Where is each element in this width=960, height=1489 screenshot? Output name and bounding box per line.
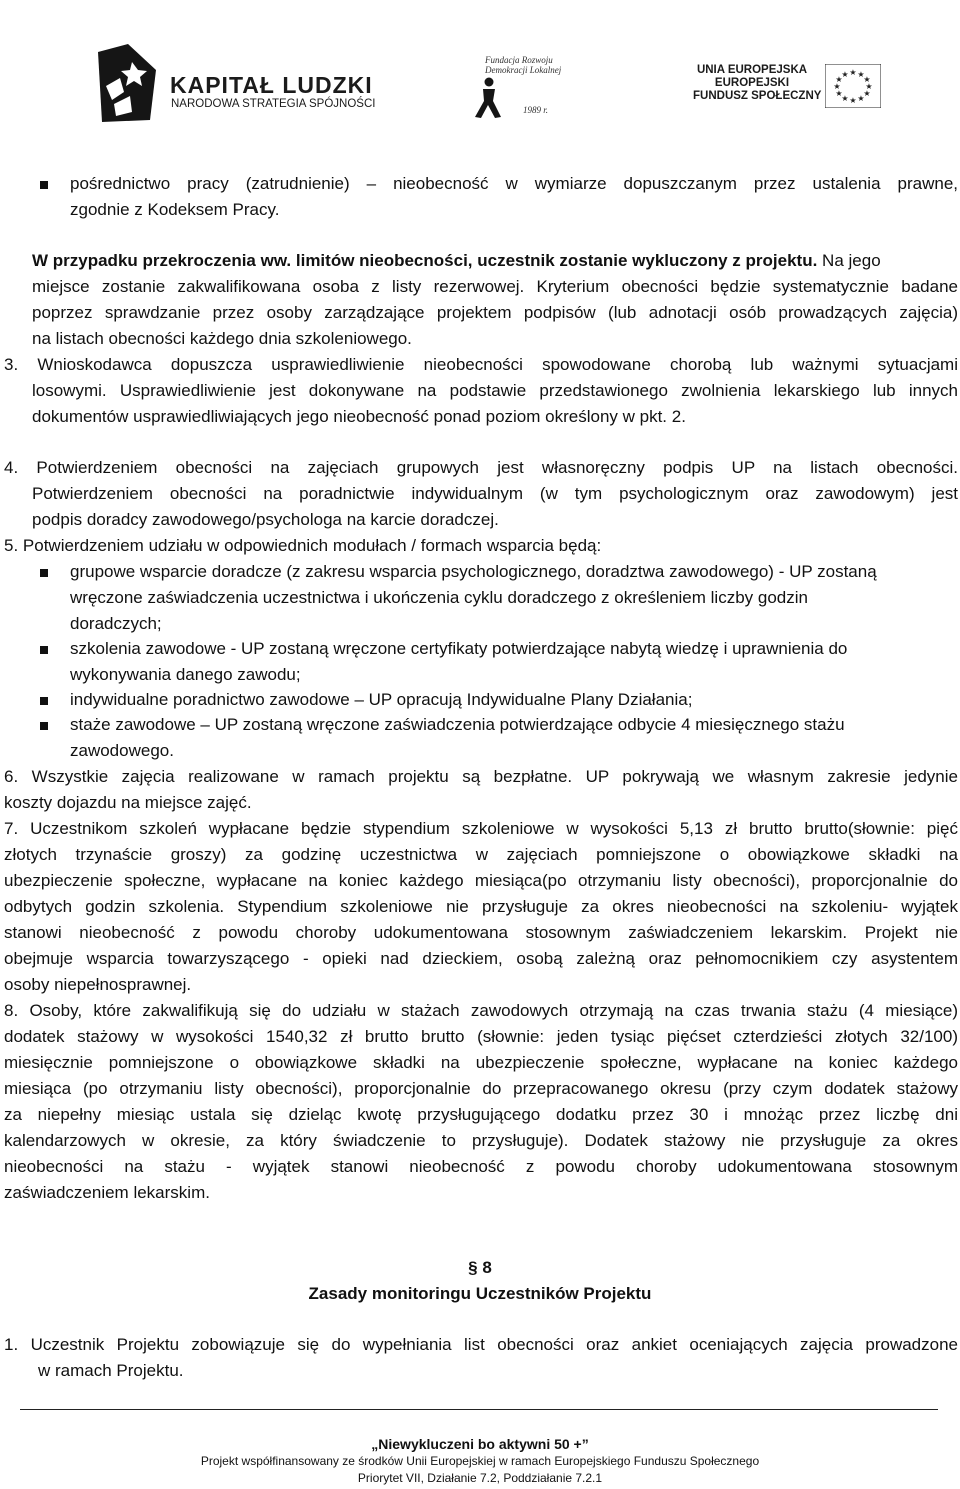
eu-stars-flag-icon: [825, 64, 881, 108]
kapital-ludzki-emblem-icon: [92, 40, 162, 124]
section-item-1-line2: w ramach Projektu.: [38, 1361, 184, 1380]
paragraph-6-line1: 6. Wszystkie zajęcia realizowane w ramach projektu są bezpłatne. UP pokrywają we własnym zakresie jedynie: [4, 767, 958, 786]
svg-text:★: ★: [865, 82, 873, 91]
paragraph-7-line7: osoby niepełnosprawnej.: [4, 975, 192, 994]
paragraph-8-line8: zaświadczeniem lekarskim.: [4, 1183, 210, 1202]
bullet-szkolenia-line1: szkolenia zawodowe - UP zostaną wręczone certyfikaty potwierdzające nabytą wiedzę i uprawnienia do: [70, 639, 848, 658]
bullet-square-icon: [40, 181, 48, 189]
svg-text:★: ★: [857, 94, 865, 103]
fundacja-logo: [465, 55, 575, 121]
paragraph-7-line4: odbytych godzin szkolenia. Stypendium szkoleniowe nie przysługuje za okres nieobecności na szkoleniu- wyjątek: [4, 897, 958, 916]
paragraph-3-line2: losowymi. Usprawiedliwienie jest dokonywane na podstawie przedstawionego zwolnienia lekarskiego lub innych: [32, 381, 958, 400]
section-title: Zasady monitoringu Uczestników Projektu: [308, 1284, 652, 1303]
paragraph-8-line2: dodatek stażowy w wysokości 1540,32 zł brutto brutto (słownie: jeden tysiąc pięćset czterdzieści złotych 32/100): [4, 1027, 958, 1046]
footer-funding-line: Projekt współfinansowany ze środków Unii Europejskiej w ramach Europejskiego Funduszu Społecznego: [200, 1454, 760, 1468]
kapital-ludzki-subtitle: NARODOWA STRATEGIA SPÓJNOŚCI: [171, 98, 376, 110]
paragraph-7-line5: stanowi nieobecność z powodu choroby udokumentowana stosownym zaświadczeniem lekarskim. Projekt nie: [4, 923, 958, 942]
paragraph-4-line1: 4. Potwierdzeniem obecności na zajęciach grupowych jest własnoręczny podpis UP na listach obecności.: [4, 458, 958, 477]
footer-priority-line: Priorytet VII, Działanie 7.2, Poddziałanie 7.2.1: [357, 1471, 603, 1485]
paragraph-8-line3: miesięcznie pomniejszone o obowiązkowe składki na ubezpieczenie społeczne, wypłacane na koniec każdego: [4, 1053, 958, 1072]
bullet-posrednictwo-line1: pośrednictwo pracy (zatrudnienie) – nieobecność w wymiarze dopuszczanym przez ustalenia prawne,: [70, 174, 958, 193]
bullet-posrednictwo-line2: zgodnie z Kodeksem Pracy.: [70, 200, 280, 219]
bullet-staze-line2: zawodowego.: [70, 741, 174, 760]
bullet-szkolenia-line2: wykonywania danego zawodu;: [70, 665, 301, 684]
fundacja-name: Fundacja Rozwoju Demokracji Lokalnej: [485, 55, 562, 75]
page-header: [0, 0, 960, 140]
svg-text:★: ★: [841, 70, 849, 79]
svg-text:★: ★: [835, 89, 843, 98]
paragraph-8-line7: nieobecności na stażu - wyjątek stanowi nieobecność z powodu choroby udokumentowana stosownym: [4, 1157, 958, 1176]
paragraph-7-line2: złotych trzynaście groszy) za godzinę uczestnictwa w zajęciach pomniejszone o obowiązkowe składki na: [4, 845, 958, 864]
paragraph-4-line2: Potwierdzeniem obecności na poradnictwie indywidualnym (w tym psychologicznym oraz zawodowym) jest: [32, 484, 958, 503]
paragraph-4-line3: podpis doradcy zawodowego/psychologa na karcie doradczej.: [32, 510, 499, 529]
paragraph-3-line1: 3. Wnioskodawca dopuszcza usprawiedliwienie nieobecności spowodowane chorobą lub ważnymi sytuacjami: [4, 355, 958, 374]
fundacja-year: 1989 r.: [523, 105, 549, 115]
paragraph-6-line2: koszty dojazdu na miejsce zajęć.: [4, 793, 252, 812]
section-item-1-line1: 1. Uczestnik Projektu zobowiązuje się do wypełniania list obecności oraz ankiet oceniających zajęcia prowadzone: [4, 1335, 958, 1354]
paragraph-8-line4: miesiąca (po otrzymaniu listy obecności), proporcjonalnie do przepracowanego okresu (przy czym dodatek stażowy: [4, 1079, 958, 1098]
paragraph-8-line1: 8. Osoby, które zakwalifikują się do udziału w stażach zawodowych otrzymają na czas trwania stażu (4 miesiące): [4, 1001, 958, 1020]
bullet-square-icon: [40, 697, 48, 705]
kapital-ludzki-title: KAPITAŁ LUDZKI: [170, 72, 373, 98]
bullet-square-icon: [40, 722, 48, 730]
paragraph-8-line6: kalendarzowych w okresie, za który świadczenie to przysługuje). Dodatek stażowy nie przysługuje za okres: [4, 1131, 958, 1150]
paragraph-8-line5: za niepełny miesiąc ustala się dzieląc kwotę przysługującego dodatku przez 30 i mnożąc przez liczbę dni: [4, 1105, 958, 1124]
svg-text:★: ★: [841, 94, 849, 103]
bullet-grupowe-line3: doradczych;: [70, 614, 162, 633]
paragraph-7-line1: 7. Uczestnikom szkoleń wypłacane będzie stypendium szkoleniowe w wysokości 5,13 zł brutto brutto(słownie: pięć: [4, 819, 958, 838]
eu-efs-text: UNIA EUROPEJSKA EUROPEJSKI FUNDUSZ SPOŁECZNY: [693, 64, 822, 102]
svg-text:★: ★: [863, 89, 871, 98]
bullet-grupowe-line2: wręczone zaświadczenia uczestnictwa i ukończenia cyklu doradczego z określeniem liczby godzin: [70, 588, 808, 607]
exclusion-bold-text: W przypadku przekroczenia ww. limitów nieobecności, uczestnik zostanie wykluczony z projektu.: [32, 251, 818, 270]
paragraph-5-line1: 5. Potwierdzeniem udziału w odpowiednich modułach / formach wsparcia będą:: [4, 536, 602, 555]
svg-text:★: ★: [863, 75, 871, 84]
svg-text:★: ★: [857, 70, 865, 79]
paragraph-7-line3: ubezpieczenie społeczne, wypłacane na koniec każdego miesiąca(po otrzymaniu listy obecności), proporcjonalnie do: [4, 871, 958, 890]
svg-text:★: ★: [849, 96, 857, 105]
svg-text:★: ★: [835, 75, 843, 84]
eu-efs-logo: [693, 64, 933, 114]
paragraph-exclusion-line1: W przypadku przekroczenia ww. limitów nieobecności, uczestnik zostanie wykluczony z projektu. Na jego: [32, 251, 881, 270]
bullet-poradnictwo-line1: indywidualne poradnictwo zawodowe – UP opracują Indywidualne Plany Działania;: [70, 690, 693, 709]
paragraph-exclusion-line4: na listach obecności każdego dnia szkoleniowego.: [32, 329, 412, 348]
section-number: § 8: [468, 1258, 492, 1277]
paragraph-exclusion-line2: miejsce zostanie zakwalifikowana osoba z listy rezerwowej. Kryterium obecności będzie systematycznie badane: [32, 277, 958, 296]
paragraph-3-line3: dokumentów usprawiedliwiających jego nieobecność ponad poziom określony w pkt. 2.: [32, 407, 686, 426]
paragraph-7-line6: obejmuje wsparcia towarzyszącego - opieki nad dzieckiem, osobą zależną oraz pełnomocnikiem czy asystentem: [4, 949, 958, 968]
footer-divider: [20, 1409, 938, 1410]
bullet-staze-line1: staże zawodowe – UP zostaną wręczone zaświadczenia potwierdzające odbycie 4 miesięcznego stażu: [70, 715, 845, 734]
footer-project-name: „Niewykluczeni bo aktywni 50 +”: [371, 1436, 589, 1452]
bullet-square-icon: [40, 646, 48, 654]
bullet-square-icon: [40, 569, 48, 577]
svg-text:★: ★: [849, 68, 857, 77]
svg-text:★: ★: [833, 82, 841, 91]
paragraph-exclusion-line3: poprzez sprawdzanie przez osoby zarządzające projektem podpisów (lub adnotacji osób prowadzących zajęcia): [32, 303, 958, 322]
fundacja-figure-icon: [471, 77, 511, 119]
kapital-ludzki-logo: [92, 40, 392, 124]
bullet-grupowe-line1: grupowe wsparcie doradcze (z zakresu wsparcia psychologicznego, doradztwa zawodowego) - UP zostaną: [70, 562, 877, 581]
